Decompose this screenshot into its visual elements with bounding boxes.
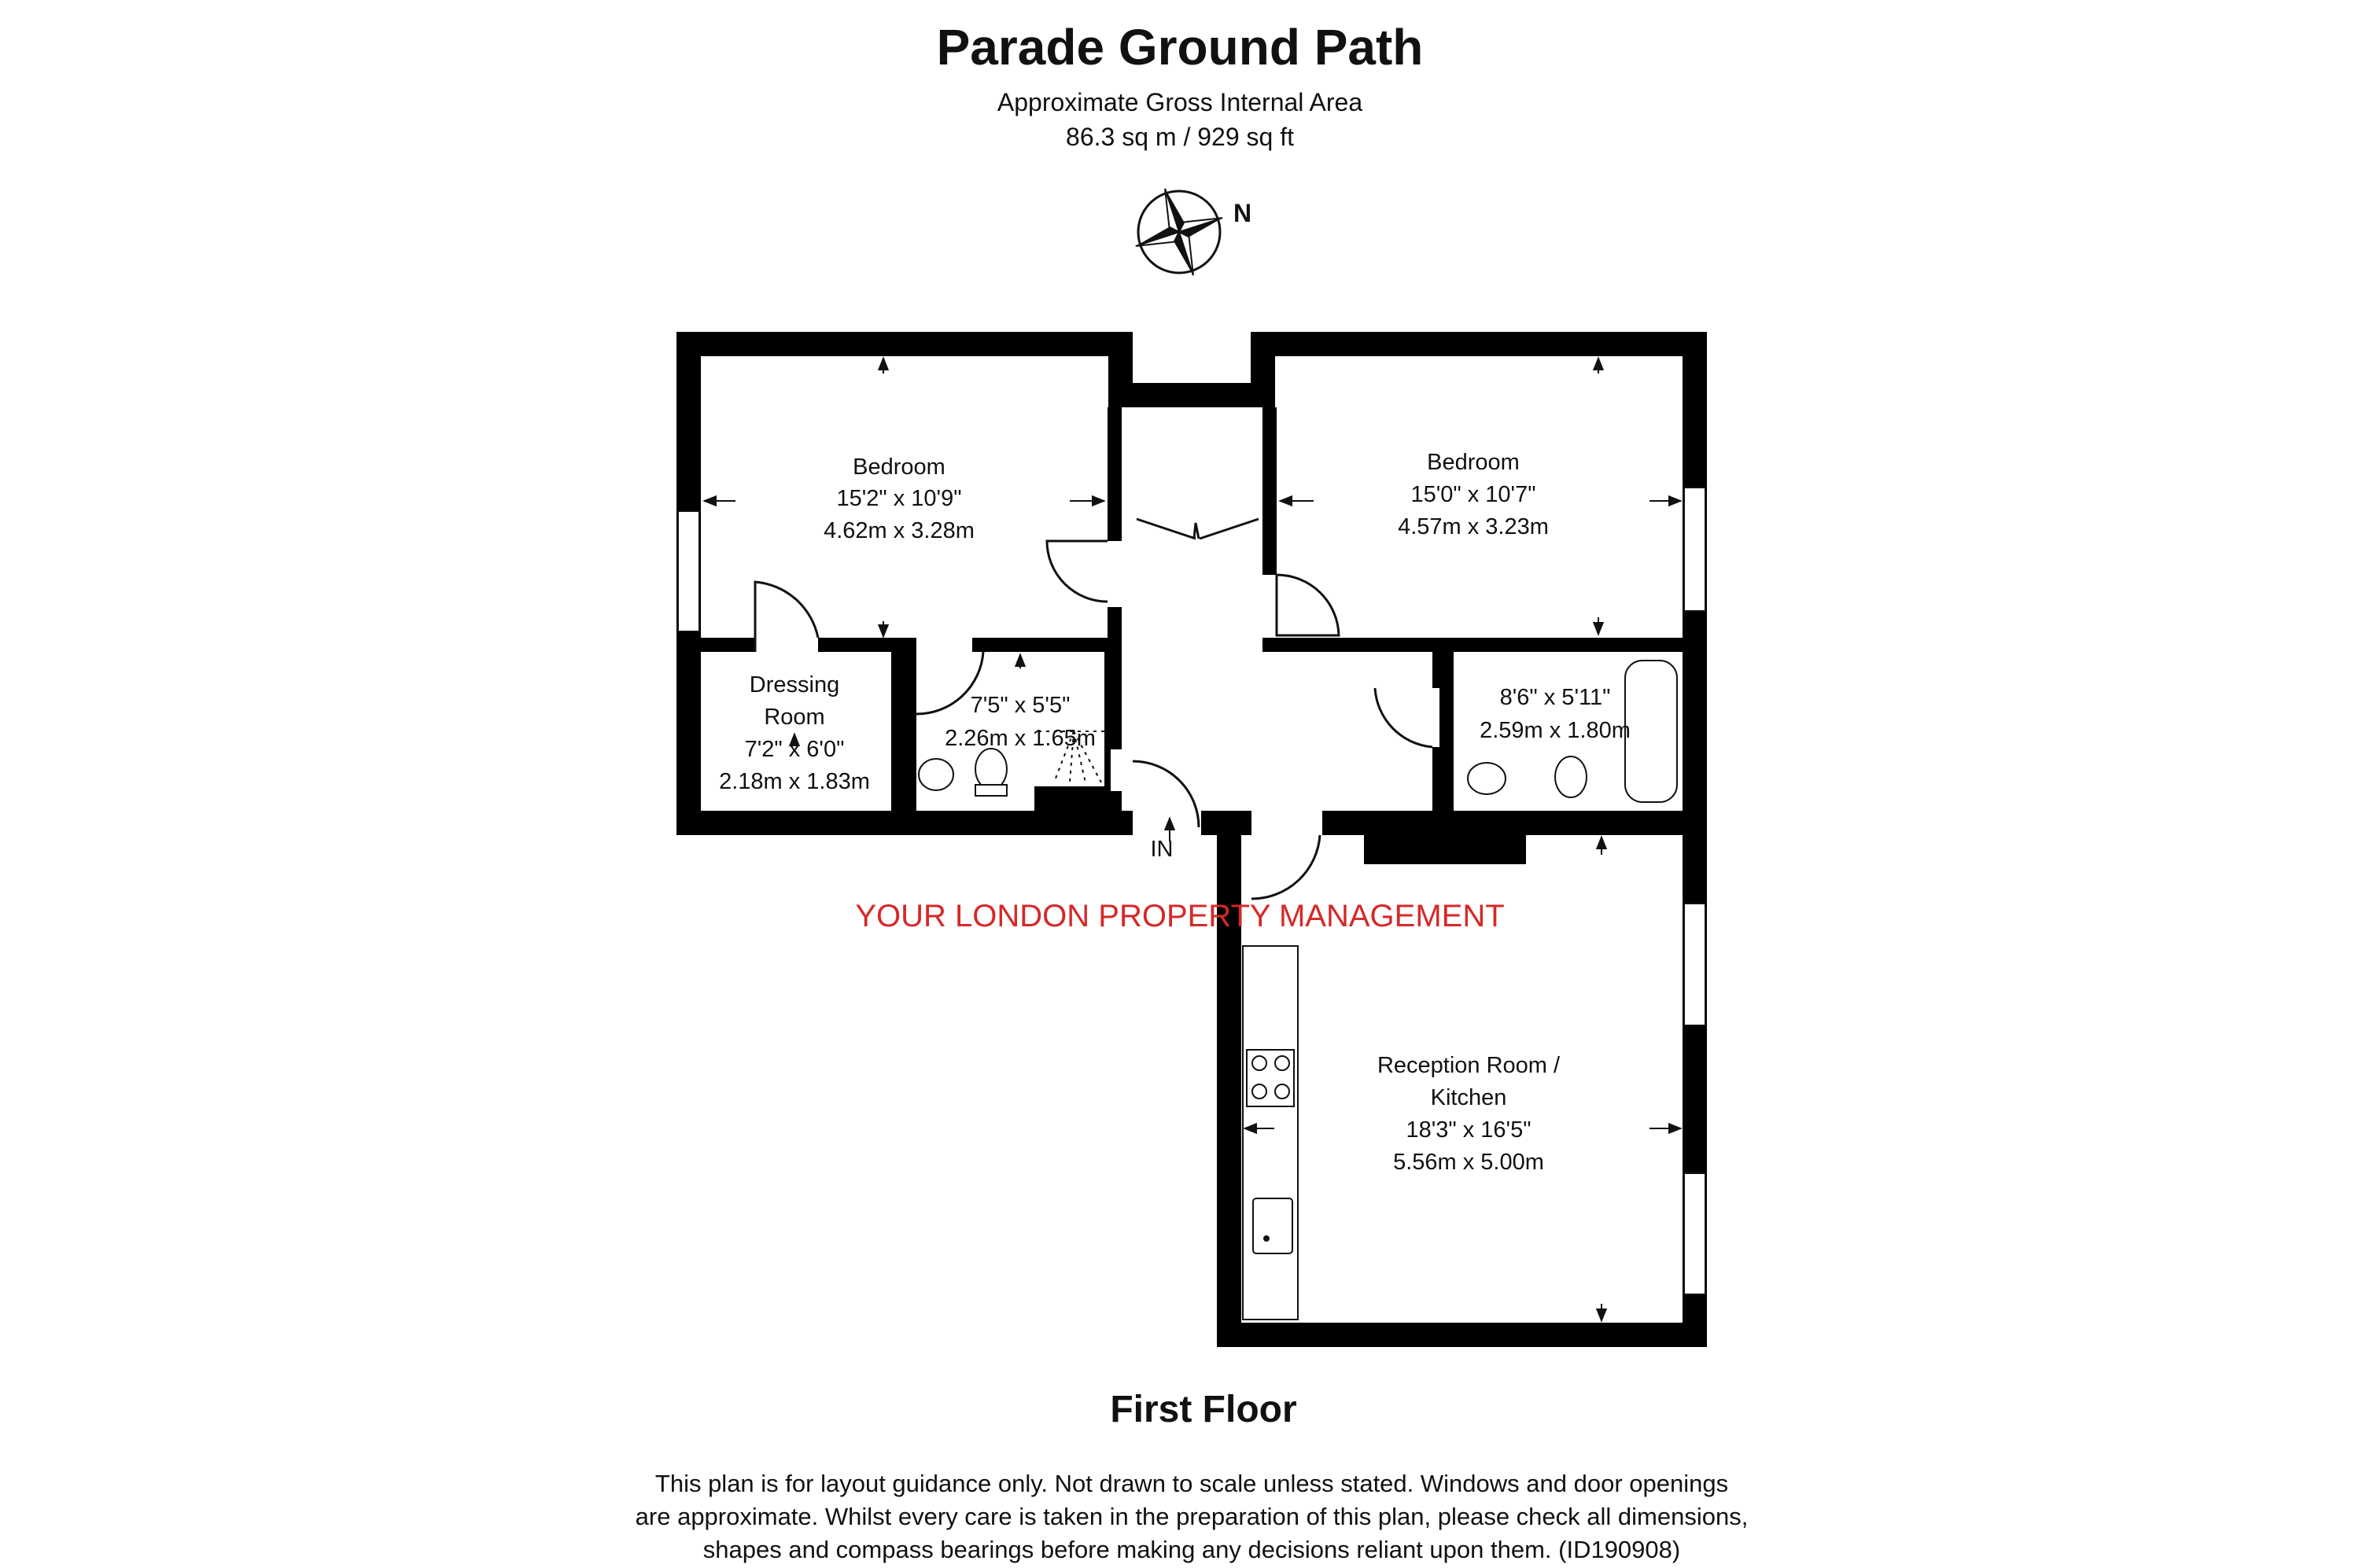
worktop (1243, 946, 1298, 1320)
room-imperial: 15'2" x 10'9" (836, 486, 962, 511)
walls (676, 332, 1707, 1347)
reception-door (1251, 835, 1320, 899)
room-metric: 2.26m x 1.65m (945, 726, 1096, 751)
room-metric: 4.62m x 3.28m (824, 518, 975, 543)
room-name: Reception Room / (1377, 1053, 1561, 1078)
room-name: Bedroom (853, 455, 945, 480)
basin-icon (1468, 763, 1506, 794)
room-name: Dressing (749, 672, 840, 698)
compass-rose-icon (1122, 175, 1237, 289)
room-metric: 2.18m x 1.83m (719, 769, 870, 794)
sanitary-fixtures (919, 661, 1677, 1320)
dressing-door (755, 582, 818, 652)
basin-icon (919, 759, 953, 790)
room-shower (945, 693, 1096, 751)
room-imperial: 7'2" x 6'0" (744, 737, 845, 762)
room-name-2: Kitchen (1430, 1085, 1507, 1110)
room-bathroom (1480, 685, 1631, 743)
area-subtitle: Approximate Gross Internal Area (997, 88, 1363, 116)
room-imperial: 18'3" x 16'5" (1406, 1117, 1532, 1143)
area-value: 86.3 sq m / 929 sq ft (1066, 123, 1294, 151)
room-metric: 4.57m x 3.23m (1398, 514, 1549, 539)
plan-title: Parade Ground Path (936, 19, 1424, 75)
entrance-door (1133, 761, 1199, 827)
entrance-label: IN (1150, 837, 1174, 862)
room-imperial: 15'0" x 10'7" (1410, 482, 1536, 507)
room-reception-kitchen (1377, 1053, 1561, 1175)
disclaimer-line-3: shapes and compass bearings before making any decisions reliant upon them. (ID190908) (702, 1536, 1681, 1563)
room-name: Bedroom (1427, 450, 1520, 475)
bathroom-door (1375, 688, 1432, 747)
room-bedroom-2 (1398, 450, 1549, 539)
bathtub-icon (1625, 661, 1677, 802)
sink-icon (1253, 1198, 1292, 1253)
disclaimer-line-2: are approximate. Whilst every care is taken in the preparation of this plan, please check all dimensions, (635, 1503, 1749, 1530)
room-imperial: 8'6" x 5'11" (1499, 685, 1611, 710)
room-imperial: 7'5" x 5'5" (970, 693, 1071, 718)
bedroom1-door (1047, 541, 1108, 602)
doors (755, 519, 1432, 899)
disclaimer-line-1: This plan is for layout guidance only. Not drawn to scale unless stated. Windows and door openings (654, 1470, 1729, 1497)
room-bedroom-1 (824, 455, 975, 543)
compass-north-label: N (1233, 199, 1252, 227)
room-name-2: Room (764, 705, 825, 730)
watermark: YOUR LONDON PROPERTY MANAGEMENT (855, 899, 1505, 933)
bedroom2-door (1277, 575, 1339, 635)
windows (678, 488, 1705, 1294)
floor-label: First Floor (1110, 1389, 1297, 1430)
toilet-icon (1555, 756, 1587, 797)
toilet-icon (975, 749, 1007, 790)
room-dressing (719, 672, 870, 794)
room-metric: 5.56m x 5.00m (1393, 1150, 1544, 1175)
wardrobe-doors (1137, 519, 1259, 539)
room-metric: 2.59m x 1.80m (1480, 718, 1631, 743)
